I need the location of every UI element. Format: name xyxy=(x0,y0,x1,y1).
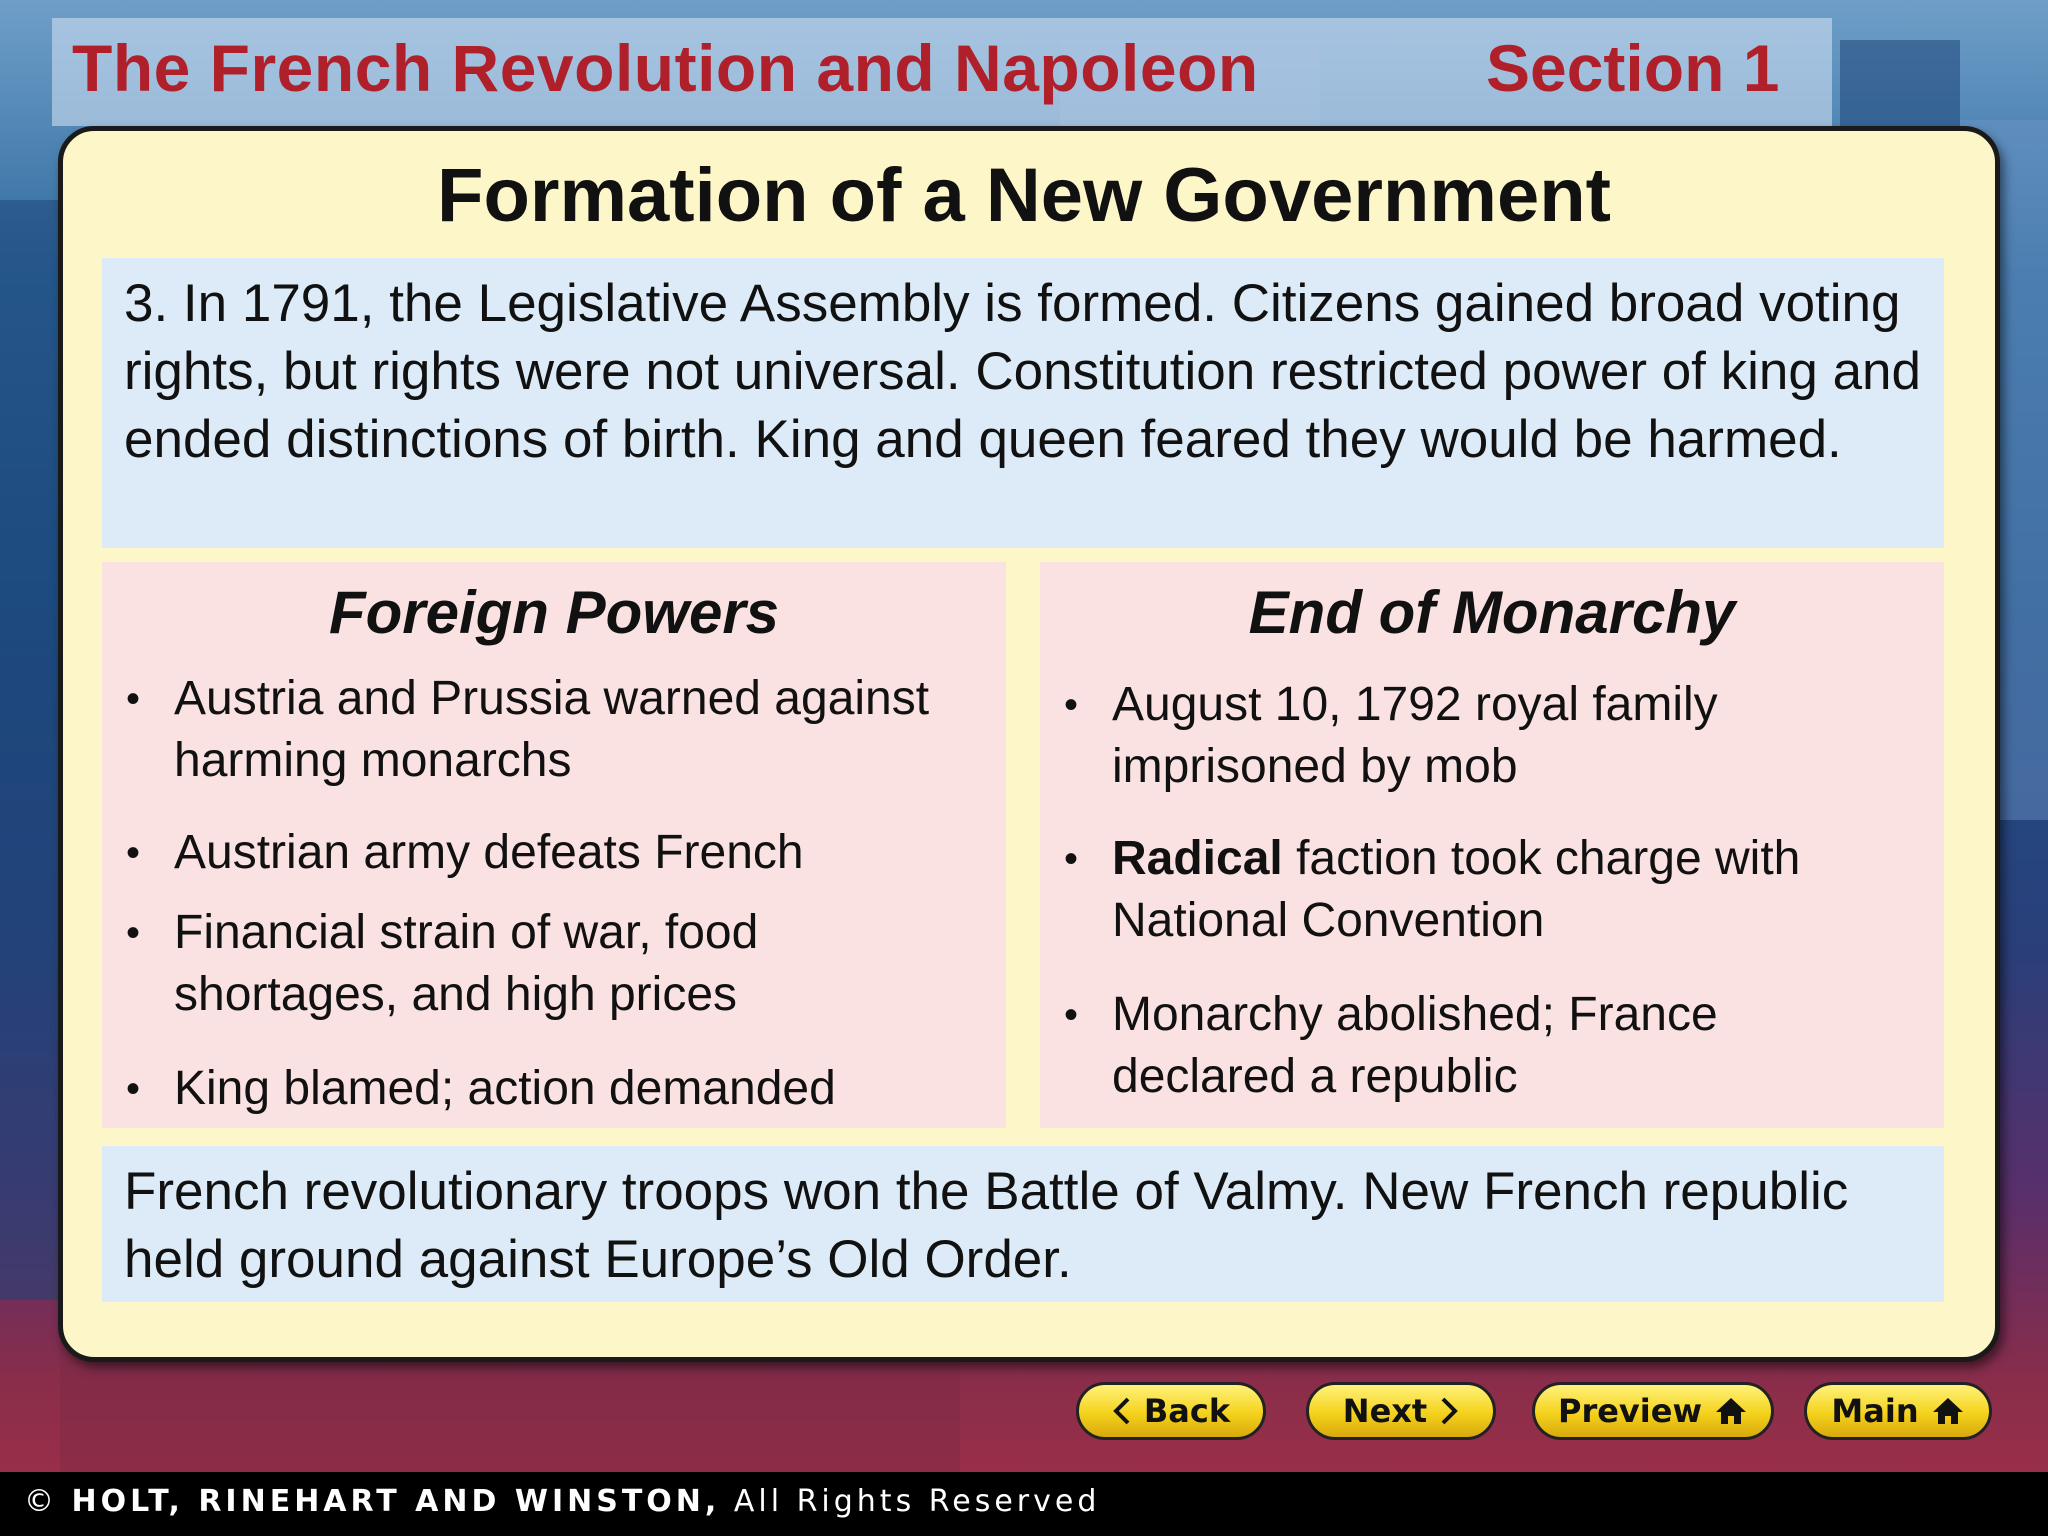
main-label: Main xyxy=(1831,1392,1919,1430)
slide-title: Formation of a New Government xyxy=(437,153,1611,238)
next-label: Next xyxy=(1342,1392,1428,1430)
next-button[interactable] xyxy=(1306,1382,1496,1440)
list-item: • Radical faction took charge with National Convention xyxy=(1112,828,1912,952)
back-button[interactable] xyxy=(1076,1382,1266,1440)
bullet-icon: • xyxy=(1064,683,1079,727)
bullet-icon: • xyxy=(126,911,141,955)
intro-text: 3. In 1791, the Legislative Assembly is formed. Citizens gained broad voting rights, but rights were not universal. Constitution restricted power of king and ended distinctions of birth. King and queen feared they would be harmed. xyxy=(124,274,1922,469)
chapter-title: The French Revolution and Napoleon xyxy=(72,31,1259,105)
preview-label: Preview xyxy=(1557,1392,1703,1430)
outro-text: French revolutionary troops won the Battle of Valmy. New French republic held ground against Europe’s Old Order. xyxy=(124,1162,1849,1289)
bullet-icon: • xyxy=(126,1067,141,1111)
bullet-icon: • xyxy=(126,677,141,721)
copyright-symbol: © xyxy=(24,1484,58,1519)
list-item: • King blamed; action demanded xyxy=(174,1058,994,1120)
end-of-monarchy-heading: End of Monarchy xyxy=(1248,579,1736,646)
list-item: • Austrian army defeats French xyxy=(174,822,994,884)
list-item: • Monarchy abolished; France declared a republic xyxy=(1112,984,1812,1108)
publisher-name: HOLT, RINEHART AND WINSTON, xyxy=(71,1484,721,1519)
section-label: Section 1 xyxy=(1486,31,1780,105)
bullet-icon: • xyxy=(1064,993,1079,1037)
chevron-left-icon xyxy=(1112,1396,1132,1426)
home-icon xyxy=(1714,1396,1748,1426)
home-icon xyxy=(1931,1396,1965,1426)
chevron-right-icon xyxy=(1439,1396,1459,1426)
bold-term: Radical xyxy=(1112,832,1283,885)
bullet-icon: • xyxy=(126,831,141,875)
main-button[interactable] xyxy=(1804,1382,1992,1440)
bullet-icon: • xyxy=(1064,837,1079,881)
preview-button[interactable] xyxy=(1532,1382,1774,1440)
list-item: • Austria and Prussia warned against harming monarchs xyxy=(174,668,994,792)
copyright-notice xyxy=(24,1484,1100,1519)
list-item: • Financial strain of war, food shortages, and high prices xyxy=(174,902,874,1026)
back-label: Back xyxy=(1143,1392,1231,1430)
foreign-powers-heading: Foreign Powers xyxy=(328,579,780,646)
rights-text: All Rights Reserved xyxy=(733,1484,1101,1519)
list-item: • August 10, 1792 royal family imprisoned by mob xyxy=(1112,674,1812,798)
